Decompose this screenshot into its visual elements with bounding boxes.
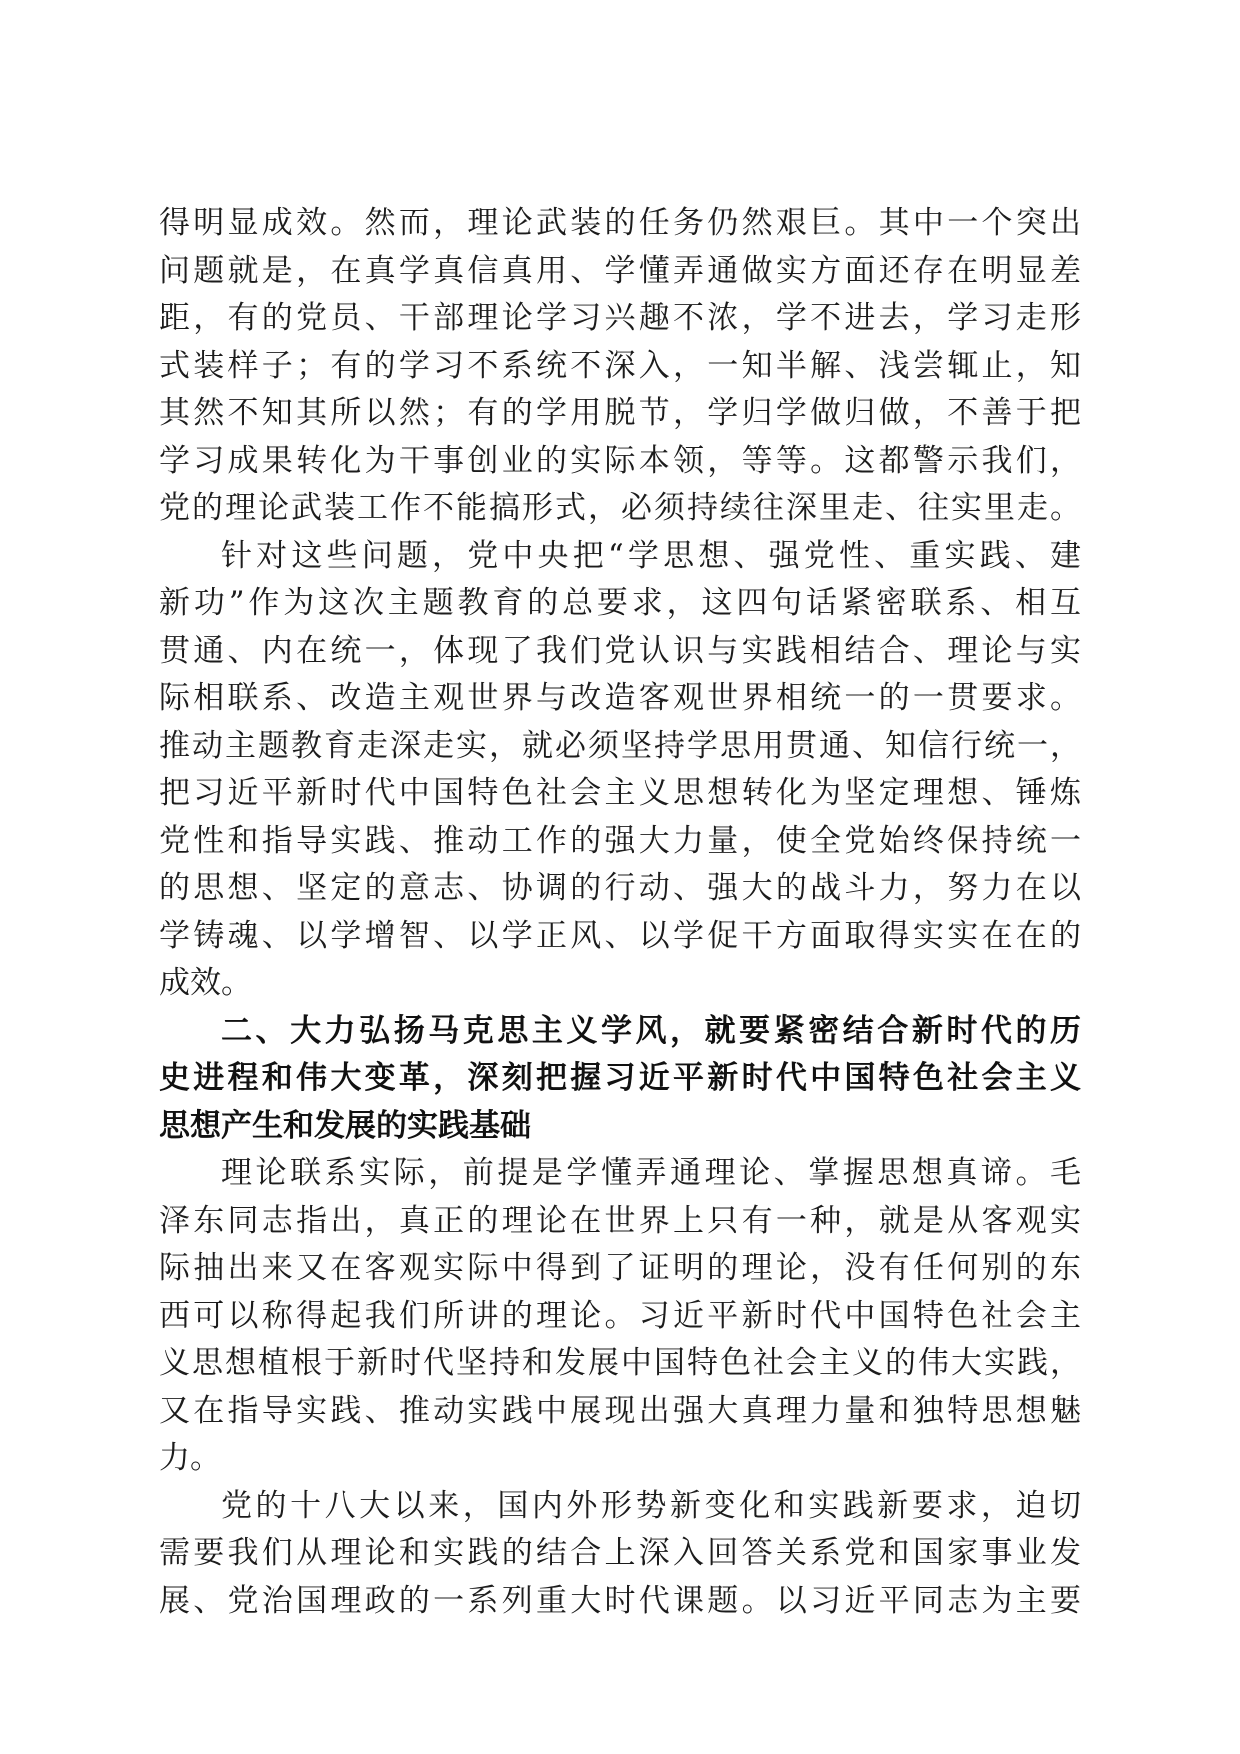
text-line: 党的理论武装工作不能搞形式，必须持续往深里走、往实里走。 (159, 490, 1081, 526)
paragraph-start-line: 理论联系实际，前提是学懂弄通理论、掌握思想真谛。毛 (221, 1155, 1081, 1191)
text-line: 际相联系、改造主观世界与改造客观世界相统一的一贯要求。 (159, 680, 1081, 716)
text-line: 的思想、坚定的意志、协调的行动、强大的战斗力，努力在以 (159, 870, 1081, 906)
text-line: 泽东同志指出，真正的理论在世界上只有一种，就是从客观实 (159, 1202, 1081, 1239)
text-line: 把习近平新时代中国特色社会主义思想转化为坚定理想、锤炼 (159, 775, 1081, 811)
body-text (159, 200, 1081, 1625)
text-line: 党性和指导实践、推动工作的强大力量，使全党始终保持统一 (159, 822, 1081, 859)
text-line: 需要我们从理论和实践的结合上深入回答关系党和国家事业发 (159, 1535, 1081, 1571)
section-heading-line: 二、大力弘扬马克思主义学风，就要紧密结合新时代的历 (221, 1012, 1081, 1049)
paragraph-end-line: 成效。 (159, 965, 252, 1001)
section-heading-line: 思想产生和发展的实践基础 (159, 1107, 531, 1144)
text-line: 贯通、内在统一，体现了我们党认识与实践相结合、理论与实 (159, 632, 1081, 669)
section-heading-line: 史进程和伟大变革，深刻把握习近平新时代中国特色社会主义 (159, 1060, 1081, 1096)
text-line: 义思想植根于新时代坚持和发展中国特色社会主义的伟大实践， (159, 1345, 1081, 1381)
text-line: 际抽出来又在客观实际中得到了证明的理论，没有任何别的东 (159, 1250, 1081, 1286)
paragraph-end-line: 力。 (159, 1440, 221, 1476)
text-line: 学习成果转化为干事创业的实际本领，等等。这都警示我们， (159, 442, 1081, 479)
text-line: 展、党治国理政的一系列重大时代课题。以习近平同志为主要 (159, 1582, 1081, 1619)
text-line: 西可以称得起我们所讲的理论。习近平新时代中国特色社会主 (159, 1297, 1081, 1334)
text-line: 其然不知其所以然；有的学用脱节，学归学做归做，不善于把 (159, 395, 1081, 431)
paragraph-start-line: 党的十八大以来，国内外形势新变化和实践新要求，迫切 (221, 1487, 1081, 1524)
text-line: 推动主题教育走深走实，就必须坚持学思用贯通、知信行统一， (159, 727, 1081, 764)
text-line: 得明显成效。然而，理论武装的任务仍然艰巨。其中一个突出 (159, 205, 1081, 241)
text-line: 式装样子；有的学习不系统不深入，一知半解、浅尝辄止，知 (159, 347, 1081, 384)
text-line: 新功”作为这次主题教育的总要求，这四句话紧密联系、相互 (159, 585, 1081, 621)
paragraph-start-line: 针对这些问题，党中央把“学思想、强党性、重实践、建 (221, 537, 1081, 574)
text-line: 问题就是，在真学真信真用、学懂弄通做实方面还存在明显差 (159, 252, 1081, 289)
text-line: 又在指导实践、推动实践中展现出强大真理力量和独特思想魅 (159, 1392, 1081, 1429)
text-line: 距，有的党员、干部理论学习兴趣不浓，学不进去，学习走形 (159, 300, 1081, 336)
text-line: 学铸魂、以学增智、以学正风、以学促干方面取得实实在在的 (159, 917, 1081, 954)
